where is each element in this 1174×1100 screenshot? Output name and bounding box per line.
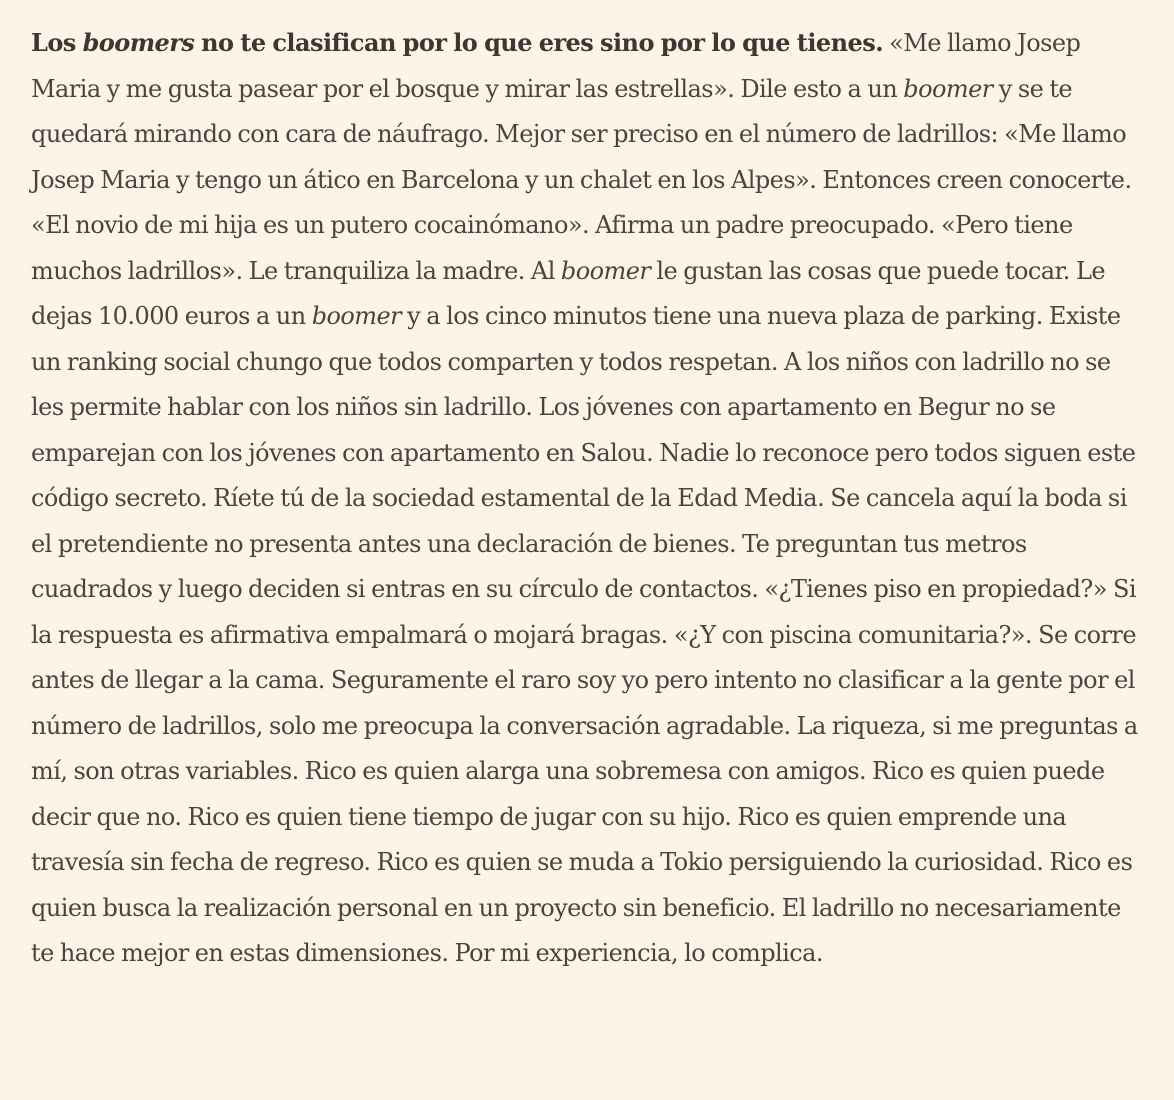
article-paragraph <box>31 20 1144 977</box>
body-text-4: y a los cinco minutos tiene una nueva plaza de parking. Existe un ranking social chungo que todos comparten y todos respetan. A los niños con ladrillo no se les permite hablar con los niños sin ladrillo. Los jóvenes con apartamento en Begur no se emparejan con los jóvenes con apartamento en Salou. Nadie lo reconoce pero todos siguen este código secreto. Ríete tú de la sociedad estamental de la Edad Media. Se cancela aquí la boda si el pretendiente no presenta antes una declaración de bienes. Te preguntan tus metros cuadrados y luego deciden si entras en su círculo de contactos. «¿Tienes piso en propiedad?» Si la respuesta es afirmativa empalmará o mojará bragas. «¿Y con piscina comunitaria?». Se corre antes de llegar a la cama. Seguramente el raro soy yo pero intento no clasificar a la gente por el número de ladrillos, solo me preocupa la conversación agradable. La riqueza, si me preguntas a mí, son otras variables. Rico es quien alarga una sobremesa con amigos. Rico es quien puede decir que no. Rico es quien tiene tiempo de jugar con su hijo. Rico es quien emprende una travesía sin fecha de regreso. Rico es quien se muda a Tokio persiguiendo la curiosidad. Rico es quien busca la realización personal en un proyecto sin beneficio. El ladrillo no necesariamente te hace mejor en estas dimensiones. Por mi experiencia, lo complica. <box>31 302 1138 967</box>
body-emphasis-2: boomer <box>560 256 651 285</box>
body-text-1: «Me llamo Josep Maria y me gusta pasear por el bosque y mirar las estrellas». Dile esto a un <box>31 29 1081 103</box>
lead-sentence <box>31 28 883 57</box>
lead-text-start: Los <box>31 28 83 57</box>
lead-emphasis: boomers <box>82 28 195 57</box>
body-text-3: le gustan las cosas que puede tocar. Le dejas 10.000 euros a un <box>31 256 1105 330</box>
body-emphasis-3: boomer <box>311 302 402 330</box>
lead-text-end: no te clasifican por lo que eres sino por lo que tienes. <box>194 28 883 57</box>
body-text-2: y se te quedará mirando con cara de náufrago. Mejor ser preciso en el número de ladrillos: «Me llamo Josep Maria y tengo un ático en Barcelona y un chalet en los Alpes». Entonces creen conocerte. «El novio de mi hija es un putero cocainómano». Afirma un padre preocupado. «Pero tiene muchos ladrillos». Le tranquiliza la madre. Al <box>31 74 1132 285</box>
body-emphasis-1: boomer <box>903 74 993 103</box>
